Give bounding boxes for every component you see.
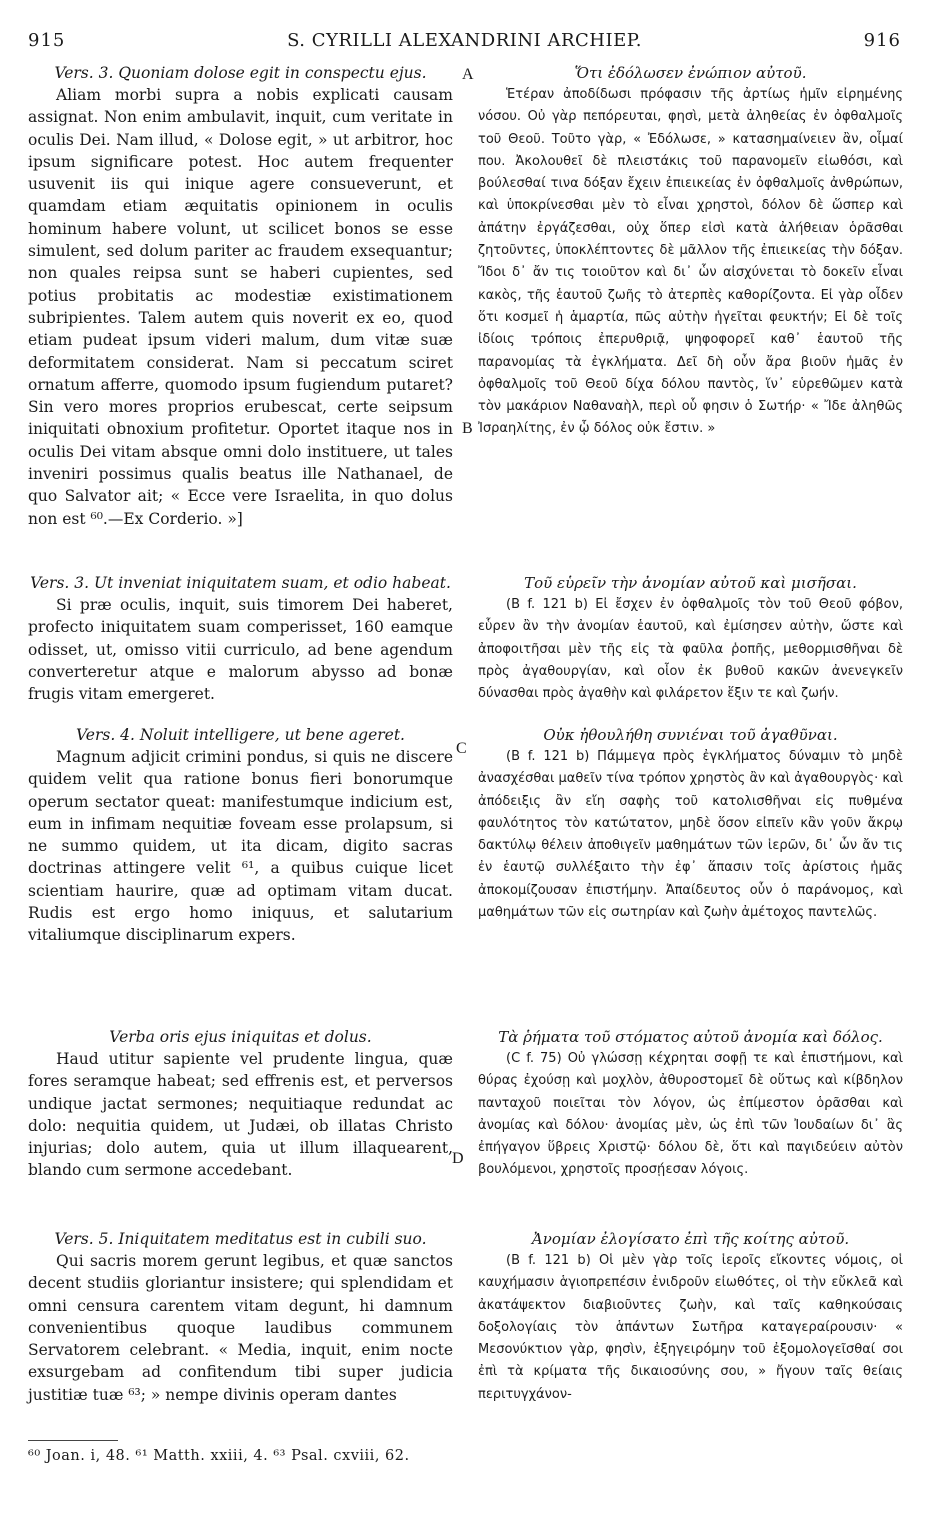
latin-heading-1: Vers. 3. Quoniam dolose egit in conspectu ejus. [54, 64, 427, 82]
greek-section-5 [478, 1228, 903, 1406]
latin-paragraph-1: Aliam morbi supra a nobis explicati causam assignat. Non enim ambulavit, inquit, cum veritate in oculis Dei. Nam illud, « Dolose egit, » ut arbitror, hoc ipsum significare potest. Hoc autem frequenter usuvenit iis qui inique agere consueverunt, et quamdam etiam æquitatis opinionem in oculis hominum habere volunt, ut scilicet bonos se esse simulent, sed dolum pariter ac fraudem exsequantur; non quales reipsa sunt se haberi cupientes, sed potius probitatis ac modestiæ existimationem subripientes. Talem autem quis noverit ex eo, quod etiam pudeat ipsum videri malum, dum vitæ suæ deformitatem considerat. Nam si peccatum sciret ornatum afferre, quomodo ipsum fugiendum putaret? Sin vero mores proprios erubescat, certe seipsum iniquitati obnoxium profitetur. Oportet itaque nos in oculis Dei vitam absque omni dolo instituere, ut tales inveniri possimus qualis beatus ille Nathanael, de quo Salvator ait; « Ecce vere Israelita, in quo dolus non est ⁶⁰.—Ex Corderio. »] [28, 86, 453, 528]
marker-b: B [462, 420, 473, 437]
left-page-number: 915 [28, 30, 66, 51]
latin-section-5 [28, 1228, 453, 1406]
greek-heading-4: Τὰ ῥήματα τοῦ στόματος αὐτοῦ ἀνομία καὶ δόλος. [498, 1028, 883, 1046]
marker-d: D [452, 1150, 464, 1167]
latin-paragraph-4: Haud utitur sapiente vel prudente lingua, quæ fores seramque habeat; sed effrenis est, et perversos undique jactat sermones; nequitiaque redundat ac dolo: nequitia quidem, ut Judæi, ob illatas Christo injurias; dolo autem, quia ut illum illaquearent, blando cum sermone accedebant. [28, 1050, 453, 1180]
latin-heading-2: Vers. 3. Ut inveniat iniquitatem suam, et odio habeat. [30, 574, 451, 592]
latin-paragraph-5: Qui sacris morem gerunt legibus, et quæ sanctos decent studiis gloriantur insistere; qui splendidam et omni censura carentem vitam degunt, hi damnum convenientibus quoque laudibus communem Servatorem celebrant. « Media, inquit, enim nocte exsurgebam ad confitendum tibi super judicia justitiæ tuæ ⁶³; » nempe divinis operam dantes [28, 1252, 453, 1404]
greek-section-4 [478, 1026, 903, 1182]
running-title: S. CYRILLI ALEXANDRINI ARCHIEP. [287, 30, 642, 51]
latin-paragraph-2: Si præ oculis, inquit, suis timorem Dei haberet, profecto iniquitatem suam comperisset, 160 eamque odisset, ut, omisso vitii curriculo, ad bene agendum converteretur atque e malorum abysso ad bonæ frugis vitam emergeret. [28, 596, 453, 704]
latin-paragraph-3: Magnum adjicit crimini pondus, si quis ne discere quidem velit qua ratione bonus fieri bonorumque operum sectator queat: manifestumque indicium est, eum in infimam nequitiæ foveam esse prolapsum, si ne summo quidem, ut ita dicam, digito sacras doctrinas attingere velit ⁶¹, a quibus cuique licet scientiam haurire, quæ ad optimam vitam ducat. Rudis est ergo homo iniquus, et salutarium vitaliumque disciplinarum expers. [28, 748, 453, 945]
greek-section-1 [478, 62, 903, 441]
latin-heading-4: Verba oris ejus iniquitas et dolus. [109, 1028, 372, 1046]
greek-heading-1: Ὅτι ἐδόλωσεν ἐνώπιον αὐτοῦ. [574, 64, 807, 82]
right-page-number: 916 [863, 30, 901, 51]
latin-section-1 [28, 62, 453, 530]
greek-heading-5: Ἀνομίαν ἐλογίσατο ἐπὶ τῆς κοίτης αὐτοῦ. [531, 1230, 850, 1248]
greek-paragraph-5: (B f. 121 b) Οἱ μὲν γὰρ τοῖς ἱεροῖς εἴκοντες νόμοις, οἱ καυχήμασιν ἁγιοπρεπέσιν ἐνιδροῦν εἰωθότες, οἱ τὴν εὔκλεᾶ καὶ ἀκατάψεκτον διαβιοῦντες ζωὴν, καὶ ταῖς καθηκούσαις δοξολογίαις τὸν ἁπάντων Σωτῆρα καταγεραίρουσιν· « Μεσονύκτιον γὰρ, φησὶν, ἐξηγειρόμην τοῦ ἐξομολογεῖσθαί σοι ἐπὶ τὰ κρίματα τῆς δικαιοσύνης σου, » ἤγουν ταῖς θείαις περιτυγχάνον- [478, 1253, 903, 1402]
greek-paragraph-3: (B f. 121 b) Πάμμεγα πρὸς ἐγκλήματος δύναμιν τὸ μηδὲ ἀνασχέσθαι μαθεῖν τίνα τρόπον χρηστὸς ἂν καὶ ἀγαθουργὸς· καὶ ἀπόδειξις ἂν εἴη σαφὴς τοῦ κατολισθῆναι εἰς πυθμένα φαυλότητος τὸν κατώτατον, μηδὲ ὅσον εἰπεῖν κἂν γοῦν ἄκρῳ δακτύλῳ θέλειν ἀποθιγεῖν μαθημάτων τῶν ἱερῶν, δι᾽ ὧν ἄν τις ἐν ἑαυτῷ συλλέξαιτο τὴν ἐφ᾽ ἅπασιν τοῖς ἀρίστοις ἡμᾶς ἀποκομίζουσαν ἐπιστήμην. Ἀπαίδευτος οὖν ὁ παράνομος, καὶ μαθημάτων τῶν εἰς σωτηρίαν καὶ ζωὴν ἀμέτοχος παντελῶς. [478, 749, 903, 921]
latin-heading-3: Vers. 4. Noluit intelligere, ut bene ageret. [76, 726, 405, 744]
footnotes: ⁶⁰ Joan. i, 48. ⁶¹ Matth. xxiii, 4. ⁶³ Psal. cxviii, 62. [28, 1448, 410, 1464]
greek-paragraph-1: Ἑτέραν ἀποδίδωσι πρόφασιν τῆς ἀρτίως ἡμῖν εἰρημένης νόσου. Οὐ γὰρ πεπόρευται, φησὶ, μετὰ ἀληθείας ἐν ὀφθαλμοῖς τοῦ Θεοῦ. Τοῦτο γὰρ, « Ἐδόλωσε, » κατασημαίνειεν ἂν, οἶμαί που. Ἀκολουθεῖ δὲ πλειστάκις τοῦ παρανομεῖν εἰωθόσι, καὶ βούλεσθαί τινα δόξαν ἔχειν ἐπιεικείας ἐν ὀφθαλμοῖς ἀνθρώπων, καὶ ὑποκρίνεσθαι μὲν τὸ εἶναι χρηστοὶ, δόλον δὲ ὥσπερ καὶ ἀπάτην ἐργάζεσθαι, οὐχ ὅπερ εἰσὶ κατὰ ἀλήθειαν ὁρᾶσθαι ζητοῦντες, ὑποκλέπτοντες δὲ μᾶλλον τῆς ἐπιεικείας τὴν δόξαν. Ἴδοι δ᾽ ἄν τις τοιοῦτον καὶ δι᾽ ὧν αἰσχύνεται τὸ δοκεῖν εἶναι κακὸς, τῆς ἑαυτοῦ ζωῆς τὸ ἀτερπὲς καθορίζοντα. Εἰ γὰρ οἶδεν ὅτι κοσμεῖ ἡ ἁμαρτία, πῶς αὐτὴν ἡγεῖται φευκτήν; Εἰ δὲ τοῖς ἰδίοις τρόποις ἐπερυθριᾷ, ψηφοφορεῖ καθ᾽ ἑαυτοῦ τῆς παρανομίας τὰ ἐγκλήματα. Δεῖ δὴ οὖν ἄρα βιοῦν ἡμᾶς ἐν ὀφθαλμοῖς τοῦ Θεοῦ δίχα δόλου παντὸς, ἵν᾽ εὑρεθῶμεν κατὰ τὸν μακάριον Ναθαναὴλ, περὶ οὗ φησιν ὁ Σωτήρ· « Ἴδε ἀληθῶς Ἰσραηλίτης, ἐν ᾧ δόλος οὐκ ἔστιν. » [478, 87, 903, 437]
marker-a: A [462, 66, 474, 83]
greek-paragraph-4: (C f. 75) Οὐ γλώσσῃ κέχρηται σοφῇ τε καὶ ἐπιστήμονι, καὶ θύρας ἐχούσῃ καὶ μοχλὸν, ἀθυροστομεῖ δὲ οὕτως καὶ κίβδηλον πανταχοῦ ποιεῖται τὸν λόγον, ὡς ἐπίμεστον ὁρᾶσθαι καὶ ἀνομίας καὶ δόλου· ἀνομίας μὲν, ὡς ἐπὶ τῶν Ἰουδαίων δι᾽ ἃς ἐπήγαγον ὕβρεις Χριστῷ· δόλου δὲ, ὅτι καὶ παγιδεύειν αὐτὸν βουλόμενοι, χρηστοῖς προσῄεσαν λόγοις. [478, 1051, 903, 1178]
latin-section-2 [28, 572, 453, 705]
footnote-rule [28, 1440, 118, 1441]
greek-paragraph-2: (B f. 121 b) Εἰ ἔσχεν ἐν ὀφθαλμοῖς τὸν τοῦ Θεοῦ φόβον, εὗρεν ἂν τὴν ἀνομίαν ἑαυτοῦ, καὶ ἐμίσησεν αὐτὴν, ὥστε καὶ ἀποφοιτῆσαι μὲν τῆς εἰς τὰ φαῦλα ῥοπῆς, μεθορμισθῆναι δὲ πρὸς ἀγαθουργίαν, καὶ οἷον ἐκ βυθοῦ κακῶν ἀνενεγκεῖν δύνασθαι πρὸς ἀγαθὴν καὶ φιλάρετον ἕξιν τε καὶ ζωήν. [478, 597, 903, 702]
page-header [28, 8, 901, 51]
latin-heading-5: Vers. 5. Iniquitatem meditatus est in cubili suo. [54, 1230, 427, 1248]
latin-section-4 [28, 1026, 453, 1182]
greek-heading-3: Οὐκ ἠθουλήθη συνιέναι τοῦ ἀγαθῦναι. [543, 726, 838, 744]
latin-section-3 [28, 724, 453, 947]
greek-heading-2: Τοῦ εὑρεῖν τὴν ἀνομίαν αὐτοῦ καὶ μισῆσαι. [524, 574, 857, 592]
greek-section-2 [478, 572, 903, 705]
greek-section-3 [478, 724, 903, 924]
marker-c: C [456, 740, 467, 757]
